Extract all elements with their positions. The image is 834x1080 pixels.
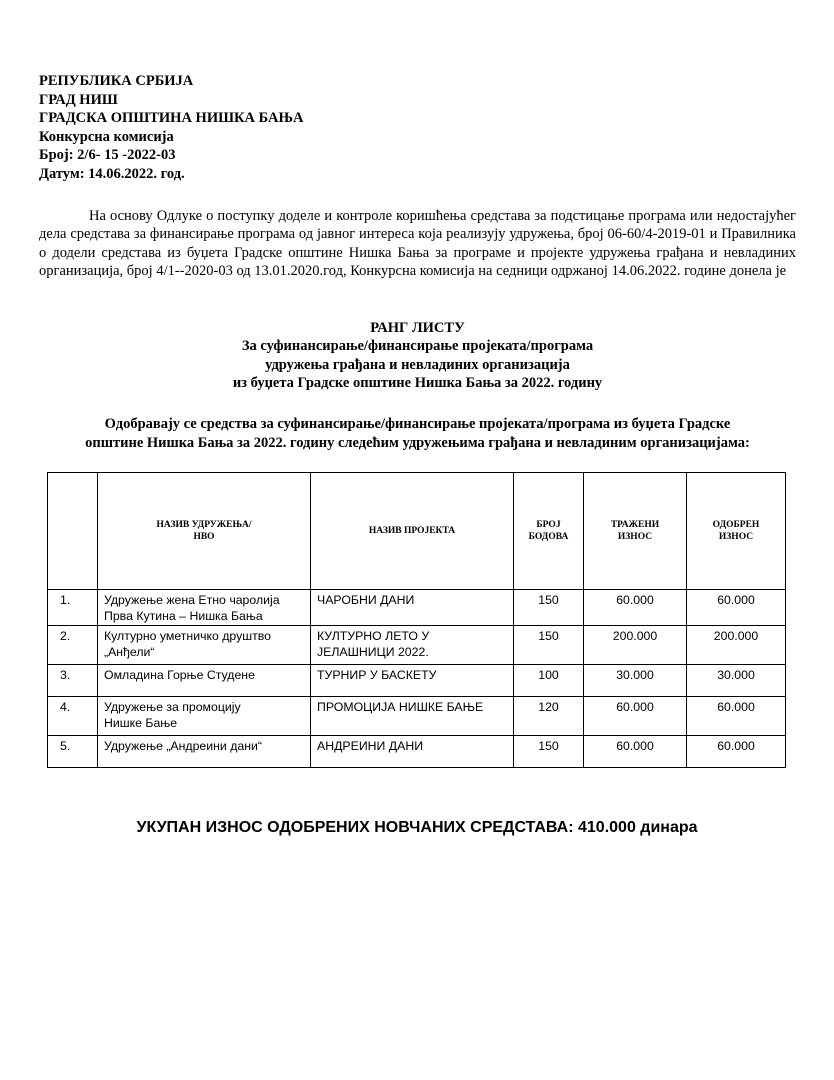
- row-organization: [98, 665, 311, 697]
- header-num: [48, 473, 98, 590]
- title-line-3: удружења грађана и невладиних организација: [265, 356, 570, 373]
- header-requested-line-2: ИЗНОС: [617, 532, 653, 542]
- header-republic: РЕПУБЛИКА СРБИЈА: [39, 73, 194, 89]
- header-points: [514, 473, 584, 590]
- row-project-line-1: ТУРНИР У БАСКЕТУ: [317, 668, 437, 682]
- row-organization: [98, 736, 311, 768]
- row-number: 3.: [48, 665, 98, 697]
- row-organization-line-1: Удружење за промоцију: [104, 700, 241, 714]
- row-organization-line-1: Омладина Горње Студене: [104, 668, 255, 682]
- header-date: Датум: 14.06.2022. год.: [39, 165, 185, 182]
- approval-line-1: Одобравају се средства за суфинансирање/финансирање пројеката/програма из буџета Градске: [104, 416, 731, 432]
- header-points-line-1: БРОЈ: [536, 520, 561, 530]
- row-project: [311, 697, 514, 736]
- row-project: [311, 736, 514, 768]
- title-line-4: из буџета Градске општине Нишка Бања за 2022. годину: [232, 375, 603, 392]
- title-heading: РАНГ ЛИСТУ: [370, 320, 465, 336]
- approval-statement: [39, 415, 796, 452]
- header-municipality: ГРАДСКА ОПШТИНА НИШКА БАЊА: [39, 110, 304, 127]
- table-row: [48, 626, 786, 665]
- row-project: [311, 626, 514, 665]
- row-project-line-1: АНДРЕИНИ ДАНИ: [317, 739, 424, 753]
- row-organization: [98, 697, 311, 736]
- title-block: [39, 319, 796, 393]
- row-organization-line-1: Културно уметничко друштво: [104, 629, 272, 643]
- table-row: [48, 697, 786, 736]
- table-row: [48, 736, 786, 768]
- header-number: Број: 2/6- 15 -2022-03: [39, 147, 176, 164]
- header-approved: [687, 473, 786, 590]
- header-city: ГРАД НИШ: [39, 91, 118, 108]
- row-project-line-1: ЧАРОБНИ ДАНИ: [317, 593, 415, 607]
- row-project-line-2: ЈЕЛАШНИЦИ 2022.: [317, 645, 429, 659]
- header-approved-line-2: ИЗНОС: [718, 532, 754, 542]
- row-approved: 30.000: [687, 665, 786, 697]
- row-number: 1.: [48, 590, 98, 626]
- table-row: [48, 590, 786, 626]
- document-header: [39, 72, 304, 184]
- table-row: [48, 665, 786, 697]
- row-organization: [98, 626, 311, 665]
- row-approved: 60.000: [687, 697, 786, 736]
- title-line-2: За суфинансирање/финансирање пројеката/програма: [241, 338, 594, 355]
- row-requested: 60.000: [584, 736, 687, 768]
- header-organization: [98, 473, 311, 590]
- header-project: НАЗИВ ПРОЈЕКТА: [311, 473, 514, 590]
- row-approved: 60.000: [687, 736, 786, 768]
- row-organization-line-2: Прва Кутина – Нишка Бања: [104, 609, 263, 623]
- header-approved-line-1: ОДОБРЕН: [712, 520, 760, 530]
- intro-paragraph: На основу Одлуке о поступку доделе и контроле коришћења средстава за подстицање програма или недостајућег дела средстава за финансирање програма од јавног интереса која реализују удружења, број 06-60/4-2019-01 и Правилника о додели средстава из буџета Градске општине Нишка Бања за програме и пројекте удружења грађана и невладиних организација, број 4/1--2020-03 од 13.01.2020.год, Конкурсна комисија на седници одржаној 14.06.2022. године донела је: [39, 208, 796, 280]
- table-header-row: [48, 473, 786, 590]
- header-requested-line-1: ТРАЖЕНИ: [610, 520, 660, 530]
- header-organization-line-2: НВО: [193, 532, 215, 542]
- row-organization-line-1: Удружење жена Етно чаролија: [104, 593, 280, 607]
- row-number: 5.: [48, 736, 98, 768]
- row-organization: [98, 590, 311, 626]
- row-points: 120: [514, 697, 584, 736]
- row-approved: 60.000: [687, 590, 786, 626]
- row-project-line-1: КУЛТУРНО ЛЕТО У: [317, 629, 430, 643]
- row-project: [311, 590, 514, 626]
- row-organization-line-2: Нишке Бање: [104, 716, 178, 730]
- row-project-line-1: ПРОМОЦИЈА НИШКЕ БАЊЕ: [317, 700, 484, 714]
- row-project: [311, 665, 514, 697]
- total-approved-amount: УКУПАН ИЗНОС ОДОБРЕНИХ НОВЧАНИХ СРЕДСТАВА: 410.000 динара: [136, 819, 698, 836]
- header-requested: [584, 473, 687, 590]
- row-requested: 200.000: [584, 626, 687, 665]
- row-points: 100: [514, 665, 584, 697]
- row-requested: 60.000: [584, 590, 687, 626]
- ranking-table: [47, 472, 786, 768]
- header-points-line-2: БОДОВА: [528, 532, 569, 542]
- row-organization-line-2: „Анђели“: [104, 645, 155, 659]
- row-requested: 60.000: [584, 697, 687, 736]
- row-requested: 30.000: [584, 665, 687, 697]
- header-commission: Конкурсна комисија: [39, 128, 174, 145]
- row-number: 4.: [48, 697, 98, 736]
- row-points: 150: [514, 736, 584, 768]
- row-approved: 200.000: [687, 626, 786, 665]
- row-points: 150: [514, 626, 584, 665]
- row-organization-line-1: Удружење „Андреини дани“: [104, 739, 262, 753]
- row-points: 150: [514, 590, 584, 626]
- header-organization-line-1: НАЗИВ УДРУЖЕЊА/: [156, 520, 252, 530]
- approval-line-2: општине Нишка Бања за 2022. годину следећим удружењима грађана и невладиним организацијама:: [85, 434, 750, 451]
- row-number: 2.: [48, 626, 98, 665]
